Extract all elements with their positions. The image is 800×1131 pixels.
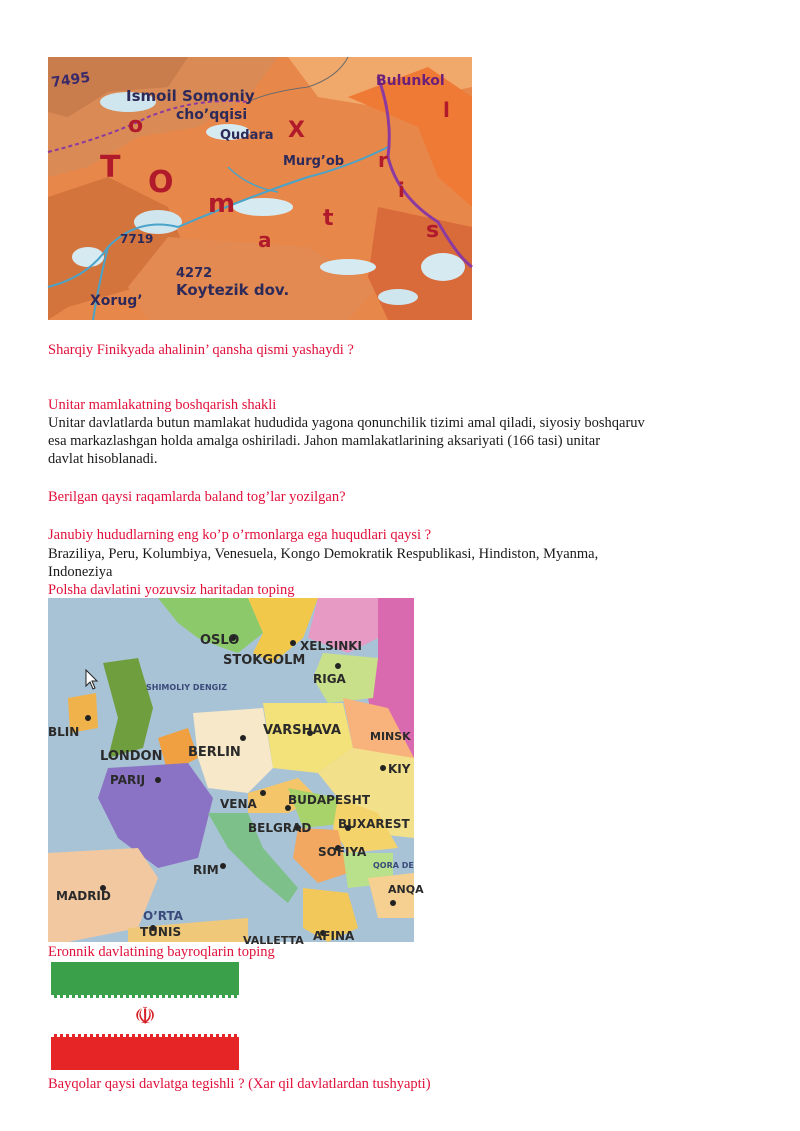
map-label: X (288, 118, 305, 143)
map-label: Xorug’ (90, 293, 143, 309)
glacier (421, 253, 465, 281)
map-label: TUNIS (140, 925, 182, 939)
map-label: t (323, 206, 334, 231)
map-label: QORA DE (373, 861, 414, 870)
map-label: RIM (193, 863, 219, 877)
question-4: Janubiy hududlarning eng ko’p o’rmonlarga ega huqudlari qaysi ? (48, 527, 432, 543)
map-label: MADRID (56, 889, 111, 903)
map-label: 7719 (120, 232, 154, 246)
map-label: O’RTA (143, 909, 184, 923)
map-label: PARIJ (110, 773, 146, 787)
map-label: s (426, 218, 440, 243)
pamir-map-svg (48, 57, 472, 320)
map-label: KIY (388, 762, 411, 776)
glacier (320, 259, 376, 275)
map-label: Ismoil Somoniy (126, 87, 255, 105)
map-label: i (398, 178, 405, 202)
question-2-title: Unitar mamlakatning boshqarish shakli (48, 397, 277, 413)
answer-line: Indoneziya (48, 564, 113, 580)
pamir-map-image (48, 57, 472, 320)
flag-stripe-green (51, 962, 239, 998)
answer-line: esa markazlashgan holda amalga oshiriladi. Jahon mamlakatlarining aksariyati (166 tasi) unitar (48, 433, 601, 449)
map-label: MINSK (370, 730, 411, 743)
map-label: m (208, 189, 236, 219)
question-2-answer (48, 414, 748, 468)
question-6: Eronnik davlatining bayroqlarin toping (48, 944, 275, 960)
europe-map-svg (48, 598, 424, 947)
map-label: VARSHAVA (263, 723, 341, 738)
answer-line: davlat hisoblanadi. (48, 451, 158, 467)
map-label: BELGRAD (248, 821, 312, 835)
glacier (134, 210, 182, 234)
flag-stripe-red (51, 1034, 239, 1070)
map-label: Bulunkol (376, 73, 445, 89)
map-label: 4272 (176, 266, 213, 281)
map-label: Qudara (220, 128, 274, 143)
map-label: SHIMOLIY DENGIZ (146, 683, 227, 692)
map-label: BUDAPESHT (288, 793, 371, 807)
question-3: Berilgan qaysi raqamlarda baland tog’lar yozilgan? (48, 489, 346, 505)
map-label: RIGA (313, 672, 346, 686)
map-label: Koytezik dov. (176, 281, 290, 299)
emblem-icon: ☫ (134, 1002, 156, 1030)
map-label: BLIN (48, 725, 80, 739)
map-label: VENA (220, 797, 257, 811)
map-label: o (128, 113, 144, 138)
flag-border-strip (51, 1034, 239, 1037)
answer-line: Braziliya, Peru, Kolumbiya, Venesuela, Kongo Demokratik Respublikasi, Hindiston, Myanma, (48, 546, 599, 562)
question-7: Bayqolar qaysi davlatga tegishli ? (Xar qil davlatlardan tushyapti) (48, 1076, 431, 1092)
map-label: l (443, 98, 450, 122)
answer-line: Unitar davlatlarda butun mamlakat hududida yagona qonunchilik tizimi amal qiladi, siyosiy boshqaruv (48, 415, 645, 431)
map-label: cho’qqisi (176, 107, 248, 123)
map-label: Murg’ob (283, 154, 345, 169)
map-label: T (100, 150, 121, 185)
map-label: BERLIN (188, 745, 241, 760)
map-label: BUXAREST (338, 817, 410, 831)
glacier (378, 289, 418, 305)
map-label: ANQA (388, 883, 424, 896)
question-5: Polsha davlatini yozuvsiz haritadan toping (48, 582, 295, 598)
map-label: AFINA (313, 929, 355, 943)
iran-flag-image (51, 962, 239, 1070)
map-label: SOFIYA (318, 845, 367, 859)
map-label: VALLETTA (243, 934, 304, 947)
map-label: XELSINKI (300, 639, 363, 653)
flag-border-strip (51, 995, 239, 998)
map-label: OSLO (200, 633, 240, 648)
map-label: r (378, 148, 388, 172)
map-label: 7495 (50, 69, 92, 91)
map-label: O (148, 165, 174, 200)
map-label: STOKGOLM (223, 653, 306, 668)
map-label: a (258, 228, 272, 252)
question-1: Sharqiy Finikyada ahalinin’ qansha qismi yashaydi ? (48, 342, 354, 358)
map-label: LONDON (100, 749, 163, 764)
europe-map-image (48, 598, 424, 947)
